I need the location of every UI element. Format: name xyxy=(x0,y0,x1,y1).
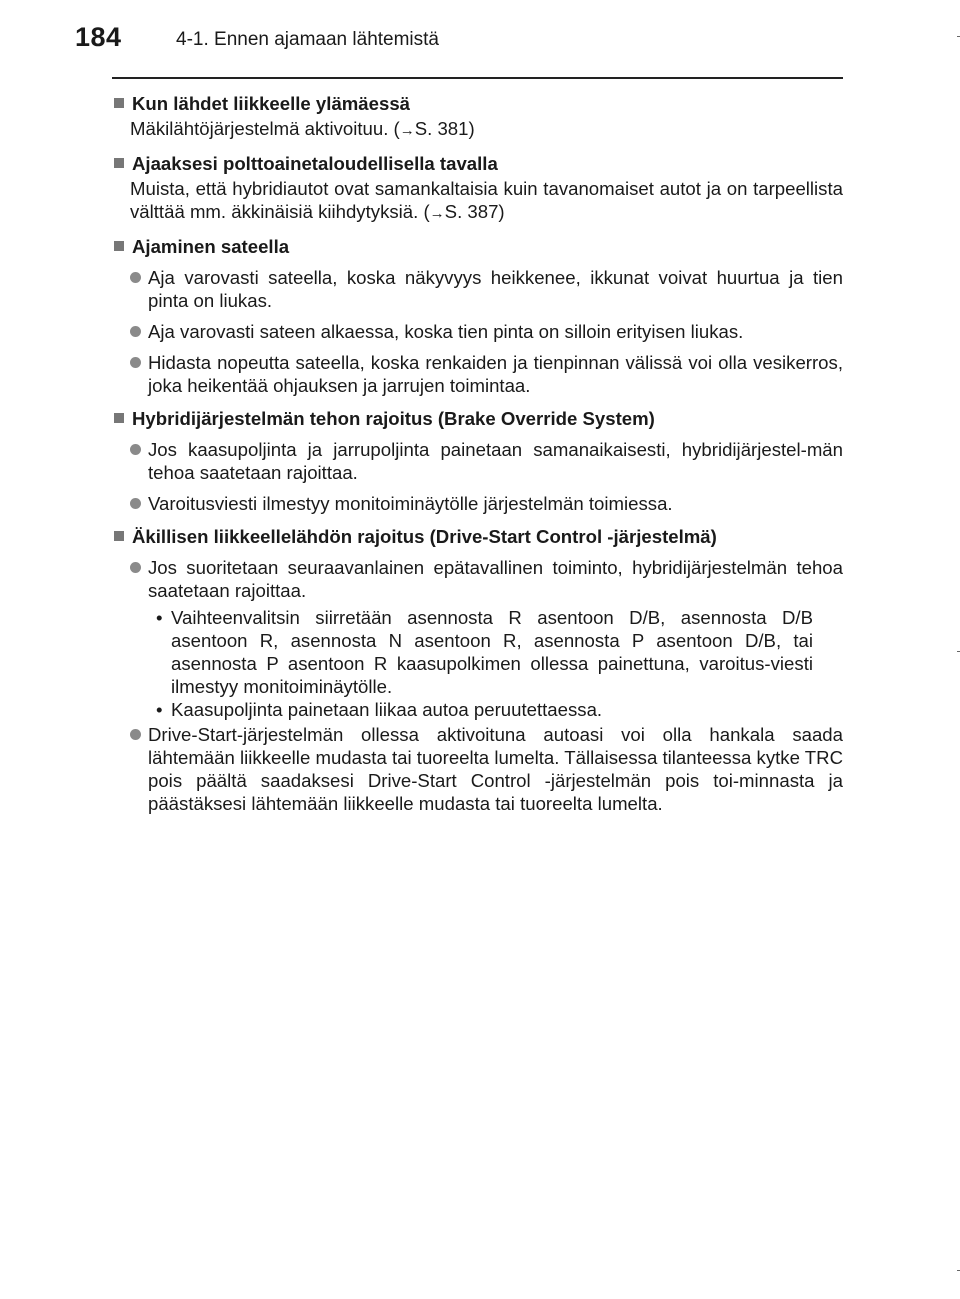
section-heading-text: Äkillisen liikkeellelähdön rajoitus (Drive-Start Control -järjestelmä) xyxy=(132,526,717,547)
circle-bullet-icon xyxy=(130,562,141,573)
circle-bullet-icon xyxy=(130,357,141,368)
list-item-text: Jos suoritetaan seuraavanlainen epätavallinen toiminto, hybridijärjestelmän tehoa saatetaan rajoittaa. xyxy=(148,557,843,601)
list-item-text: Aja varovasti sateella, koska näkyvyys heikkenee, ikkunat voivat huurtua ja tien pinta on liukas. xyxy=(148,267,843,311)
sub-list-item-text: Kaasupoljinta painetaan liikaa autoa peruutettaessa. xyxy=(171,699,603,720)
square-bullet-icon xyxy=(114,98,124,108)
list-item-text: Varoitusviesti ilmestyy monitoiminäytölle järjestelmän toimiessa. xyxy=(148,493,673,514)
sub-list-item xyxy=(156,698,813,721)
section-heading-text: Kun lähdet liikkeelle ylämäessä xyxy=(132,93,411,114)
list-item xyxy=(130,492,843,515)
list-item xyxy=(130,266,843,312)
section-heading-text: Ajaaksesi polttoainetaloudellisella tavalla xyxy=(132,153,498,174)
circle-bullet-icon xyxy=(130,729,141,740)
section-heading xyxy=(112,407,843,430)
bullet-icon: • xyxy=(156,607,163,628)
list-item xyxy=(130,556,843,602)
circle-bullet-icon xyxy=(130,326,141,337)
circle-bullet-icon xyxy=(130,272,141,283)
square-bullet-icon xyxy=(114,241,124,251)
circle-bullet-icon xyxy=(130,444,141,455)
square-bullet-icon xyxy=(114,531,124,541)
section-heading-text: Hybridijärjestelmän tehon rajoitus (Brake Override System) xyxy=(132,408,655,429)
arrow-right-icon: → xyxy=(399,122,415,139)
circle-bullet-icon xyxy=(130,498,141,509)
page-reference-link[interactable]: S. 387) xyxy=(444,201,505,222)
header-divider xyxy=(112,77,843,79)
list-item-text: Drive-Start-järjestelmän ollessa aktivoituna autoasi voi olla hankala saada lähtemään liikkeelle mudasta tai tuoreelta lumelta. Tällaisessa tilanteessa kytke TRC pois päältä saadaksesi Drive-Start Control -järjestelmän pois toi-minnasta ja päästäksesi lähtemään liikkeelle mudasta tai tuoreelta lumelta. xyxy=(148,724,843,814)
section-heading xyxy=(112,235,843,258)
sub-list-item-text: Vaihteenvalitsin siirretään asennosta R asentoon D/B, asennosta D/B asentoon R, asennosta N asentoon R, asennosta P asentoon D/B, tai asennosta P asentoon R kaasupolkimen ollessa painettuna, varoitus-viesti ilmestyy monitoiminäytölle. xyxy=(171,607,813,697)
sub-list-item xyxy=(156,606,813,698)
section-paragraph: Mäkilähtöjärjestelmä aktivoituu. (→S. 381) xyxy=(130,118,475,139)
section-heading-text: Ajaminen sateella xyxy=(132,236,290,257)
section-heading xyxy=(112,92,843,115)
page-content xyxy=(112,92,843,815)
bullet-icon: • xyxy=(156,699,163,720)
section-heading xyxy=(112,525,843,548)
section-paragraph: Muista, että hybridiautot ovat samankaltaisia kuin tavanomaiset autot ja on tarpeellista välttää mm. äkkinäisiä kiihdytyksiä. (→S. 387) xyxy=(130,178,843,222)
square-bullet-icon xyxy=(114,413,124,423)
arrow-right-icon: → xyxy=(429,205,445,222)
list-item-text: Hidasta nopeutta sateella, koska renkaiden ja tienpinnan välissä voi olla vesikerros, joka heikentää ohjauksen ja jarrujen toimintaa. xyxy=(148,352,843,396)
section-heading xyxy=(112,152,843,175)
section-title: 4-1. Ennen ajamaan lähtemistä xyxy=(176,29,439,50)
list-item xyxy=(130,320,843,343)
page-reference-link[interactable]: S. 381) xyxy=(414,118,475,139)
list-item xyxy=(130,723,843,815)
list-item-text: Aja varovasti sateen alkaessa, koska tien pinta on silloin erityisen liukas. xyxy=(148,321,744,342)
page-number: 184 xyxy=(75,22,122,52)
square-bullet-icon xyxy=(114,158,124,168)
list-item-text: Jos kaasupoljinta ja jarrupoljinta painetaan samanaikaisesti, hybridijärjestel-män tehoa saatetaan rajoittaa. xyxy=(148,439,843,483)
list-item xyxy=(130,351,843,397)
list-item xyxy=(130,438,843,484)
